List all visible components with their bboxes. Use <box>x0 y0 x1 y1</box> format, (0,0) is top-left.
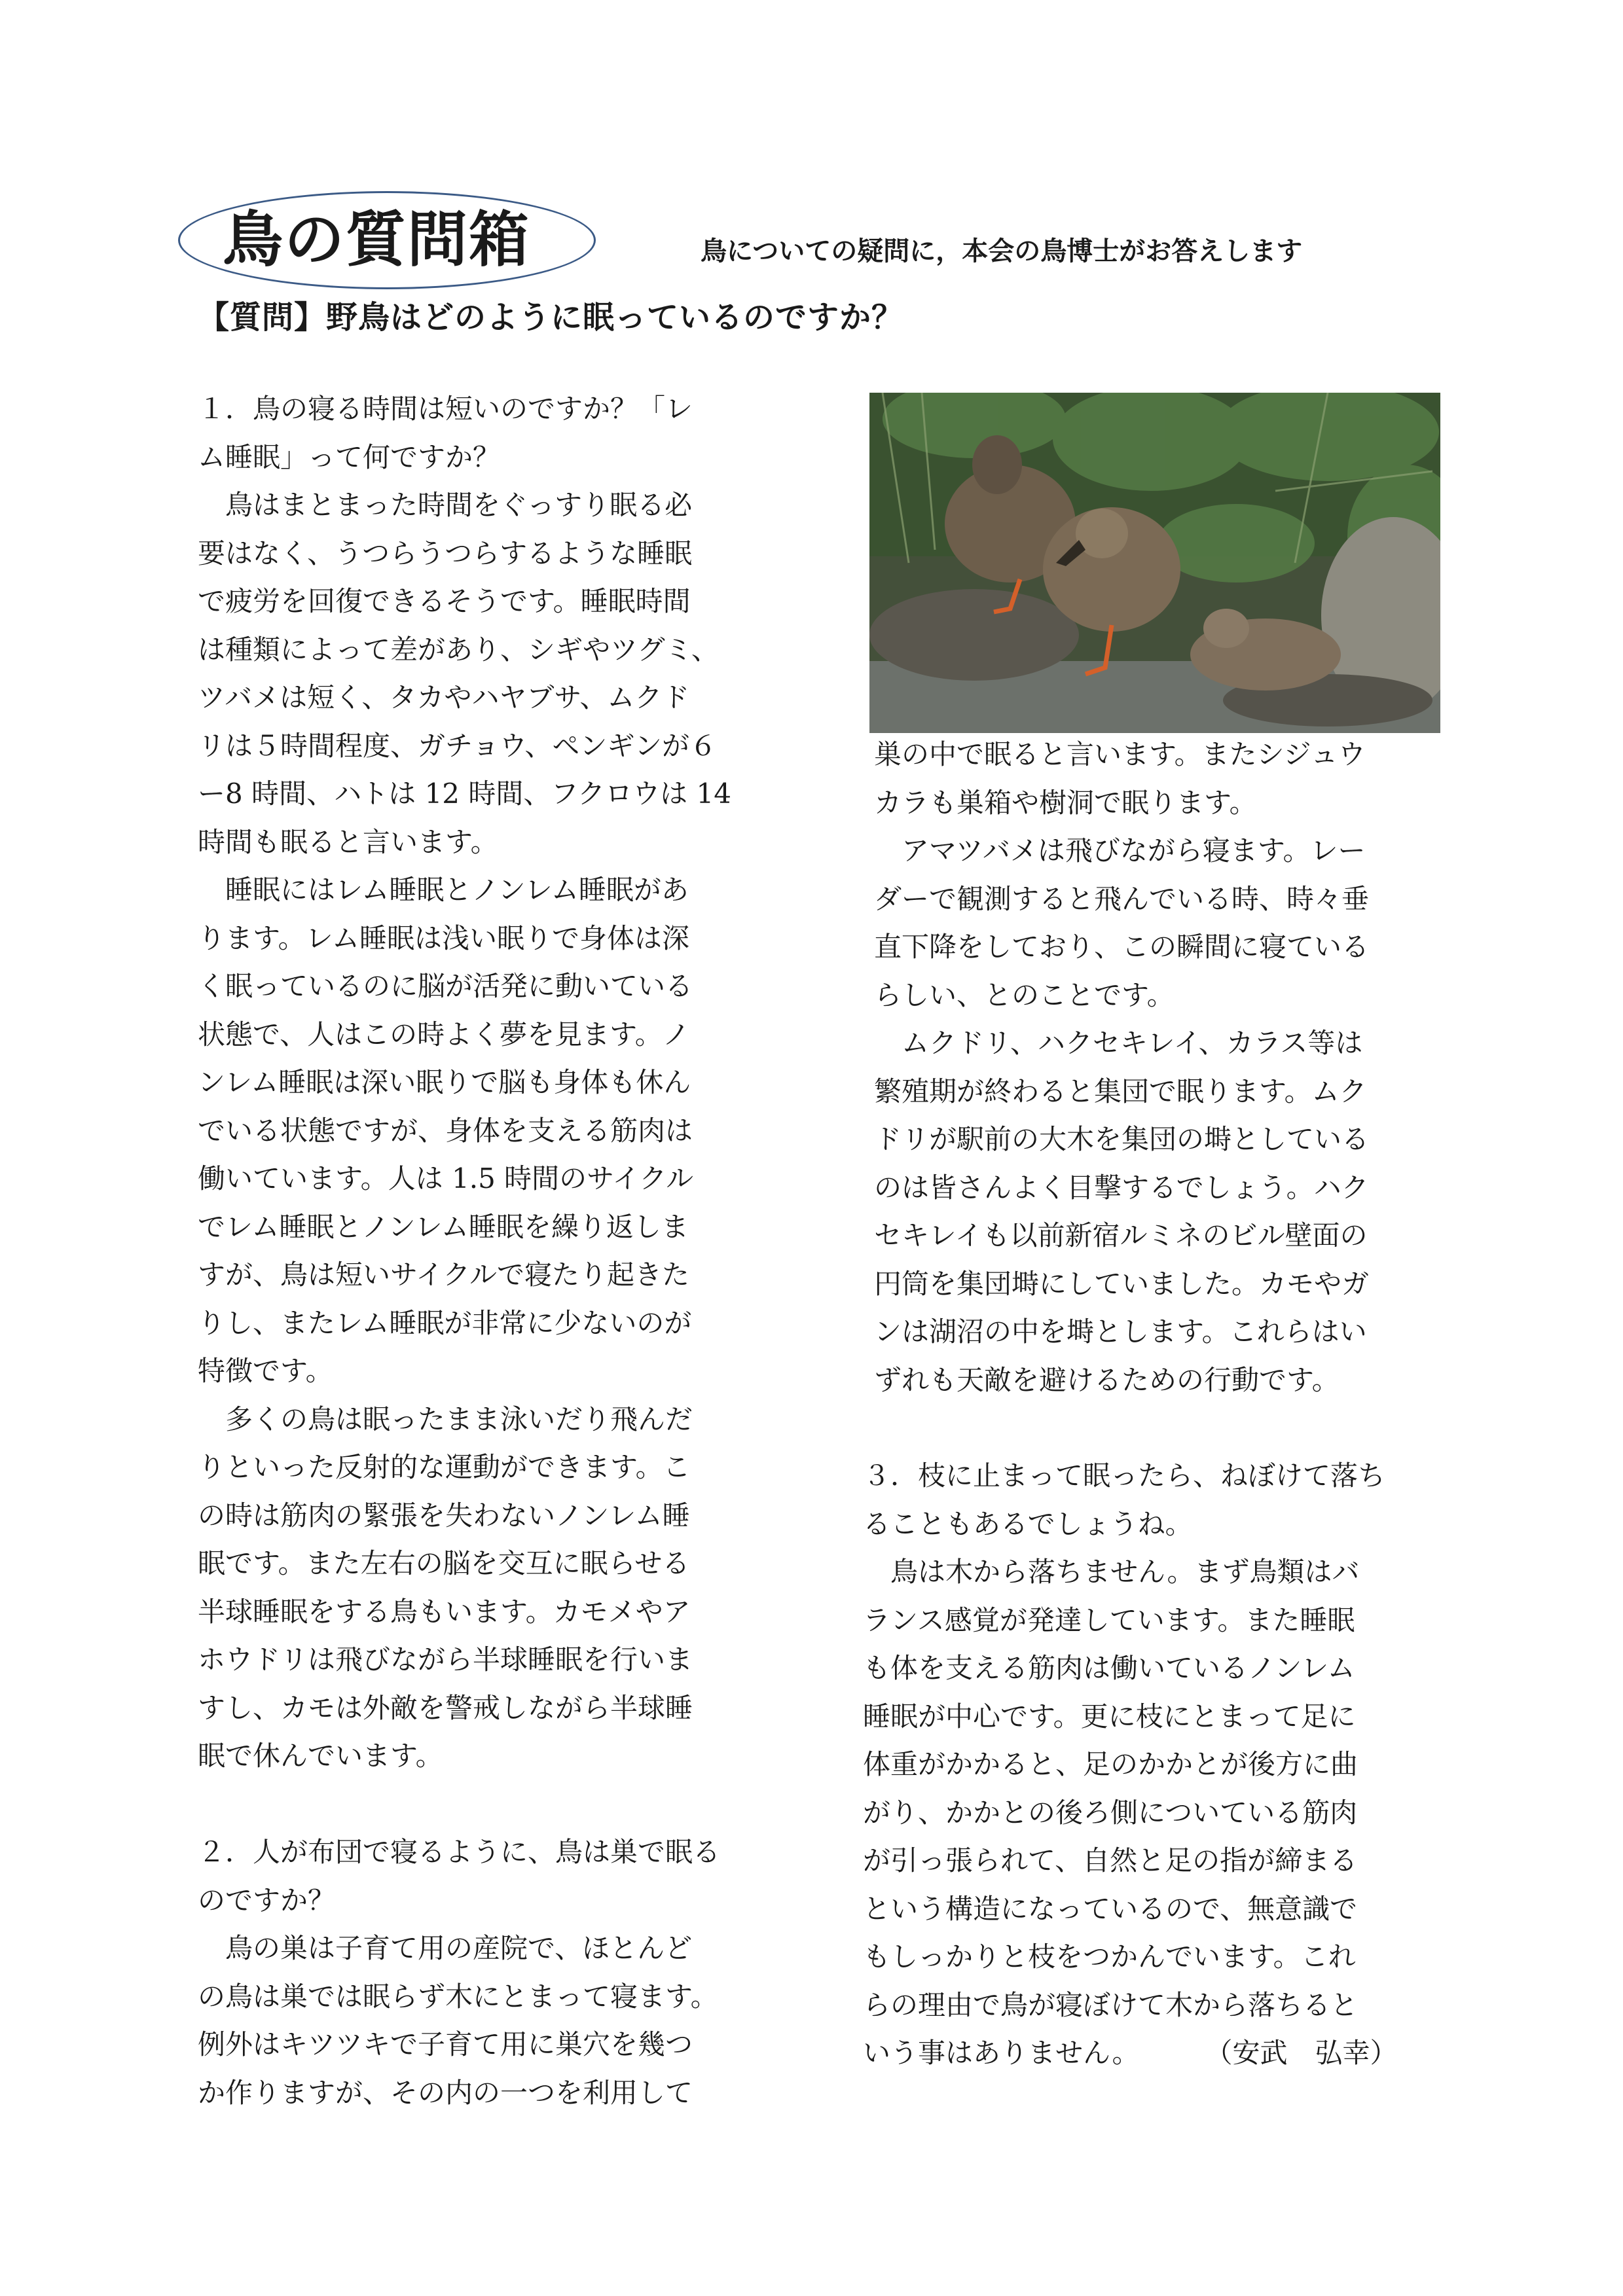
page-subtitle: 鳥についての疑問に，本会の鳥博士がお答えします <box>701 236 1303 266</box>
text-line: 働いています。人は 1.5 時間のサイクル <box>198 1162 694 1194</box>
author-name: （安武 弘幸） <box>1205 2037 1398 2069</box>
text-line: がり、かかとの後ろ側についている筋肉 <box>863 1796 1358 1829</box>
text-line-content: いう事はありません。 <box>863 2037 1140 2069</box>
text-line: ずれも天敵を避けるための行動です。 <box>874 1363 1340 1396</box>
text-line: 円筒を集団塒にしていました。カモやガ <box>874 1267 1370 1300</box>
text-line: 巣の中で眠ると言います。またシジュウ <box>874 738 1366 770</box>
text-line: ることもあるでしょうね。 <box>863 1507 1193 1540</box>
text-line: のですか？ <box>198 1884 336 1916</box>
text-line: 鳥はまとまった時間をぐっすり眠る必 <box>198 489 693 521</box>
text-line: で疲労を回復できるそうです。睡眠時間 <box>198 585 691 617</box>
text-line: 例外はキツツキで子育て用に巣穴を幾つ <box>198 2028 693 2060</box>
text-line: でレム睡眠とノンレム睡眠を繰り返しま <box>198 1210 689 1243</box>
text-line: という構造になっているので、無意識で <box>863 1892 1358 1925</box>
text-line: 時間も眠ると言います。 <box>198 825 498 858</box>
text-line: く眠っているのに脳が活発に動いている <box>198 970 693 1002</box>
text-line: ンは湖沼の中を塒とします。これらはい <box>874 1316 1367 1348</box>
text-line: ダーで観測すると飛んでいる時、時々垂 <box>874 882 1370 915</box>
text-line: ります。レム睡眠は浅い眠りで身体は深 <box>198 922 689 954</box>
text-line: 鳥は木から落ちません。まず鳥類はバ <box>863 1556 1360 1588</box>
text-line: ム睡眠」って何ですか？ <box>198 440 501 473</box>
right-column-bottom <box>863 1452 1444 2077</box>
duck-photo <box>869 393 1440 733</box>
text-line: 眠で休んでいます。 <box>198 1740 443 1772</box>
text-line: すし、カモは外敵を警戒しながら半球睡 <box>198 1691 693 1724</box>
paragraph-gap <box>198 1780 774 1829</box>
text-line: アマツバメは飛びながら寝ます。レー <box>874 834 1366 867</box>
text-line: 直下降をしており、この瞬間に寝ている <box>874 931 1370 963</box>
text-line: 半球睡眠をする鳥もいます。カモメやア <box>198 1595 691 1628</box>
text-line: すが、鳥は短いサイクルで寝たり起きた <box>198 1259 689 1291</box>
text-line: か作りますが、その内の一つを利用して <box>198 2076 693 2109</box>
text-line: 睡眠が中心です。更に枝にとまって足に <box>863 1700 1356 1732</box>
text-line: らしい、とのことです。 <box>874 978 1175 1011</box>
text-line: の鳥は巣では眠らず木にとまって寝ます。 <box>198 1980 718 2013</box>
text-line: も体を支える筋肉は働いているノンレム <box>863 1652 1355 1684</box>
text-line: カラも巣箱や樹洞で眠ります。 <box>874 786 1257 819</box>
text-line: ドリが駅前の大木を集団の塒としている <box>874 1123 1370 1155</box>
text-line: ホウドリは飛びながら半球睡眠を行いま <box>198 1643 693 1676</box>
text-line: １．鳥の寝る時間は短いのですか？「レ <box>198 393 693 425</box>
text-line: 特徴です。 <box>198 1355 333 1387</box>
text-line: セキレイも以前新宿ルミネのビル壁面の <box>874 1219 1368 1251</box>
text-line: 睡眠にはレム睡眠とノンレム睡眠があ <box>198 874 689 906</box>
question-heading: 【質問】野鳥はどのように眠っているのですか？ <box>198 299 904 336</box>
text-line: ー8 時間、ハトは 12 時間、フクロウは 14 <box>198 778 731 810</box>
left-column <box>198 385 774 2117</box>
text-line: りし、またレム睡眠が非常に少ないのが <box>198 1306 692 1339</box>
text-line: ２．人が布団で寝るように、鳥は巣で眠る <box>198 1836 721 1868</box>
text-line: 要はなく、うつらうつらするような睡眠 <box>198 537 693 569</box>
text-line: は種類によって差があり、シギやツグミ、 <box>198 633 719 666</box>
text-line: 鳥の巣は子育て用の産院で、ほとんど <box>198 1932 693 1964</box>
text-line: ３．枝に止まって眠ったら、ねぼけて落ち <box>863 1460 1386 1492</box>
duck-photo-icon <box>869 393 1440 733</box>
page-title: 鳥の質問箱 <box>223 205 531 275</box>
text-line: 体重がかかると、足のかかとが後方に曲 <box>863 1748 1359 1780</box>
text-line: りといった反射的な運動ができます。こ <box>198 1451 691 1483</box>
text-line: ムクドリ、ハクセキレイ、カラス等は <box>874 1027 1363 1059</box>
text-line: の時は筋肉の緊張を失わないノンレム睡 <box>198 1499 690 1532</box>
right-column-top <box>874 730 1444 1404</box>
text-line: リは５時間程度、ガチョウ、ペンギンが６ <box>198 729 717 762</box>
text-line: ランス感覚が発達しています。また睡眠 <box>863 1604 1355 1636</box>
text-line: 状態で、人はこの時よく夢を見ます。ノ <box>198 1018 690 1050</box>
text-line: でいる状態ですが、身体を支える筋肉は <box>198 1114 693 1147</box>
text-line: らの理由で鳥が寝ぼけて木から落ちると <box>863 1988 1359 2021</box>
text-line: ツバメは短く、タカやハヤブサ、ムクド <box>198 681 690 713</box>
text-line: のは皆さんよく目撃するでしょう。ハク <box>874 1171 1369 1204</box>
text-line: ンレム睡眠は深い眠りで脳も身体も休ん <box>198 1066 691 1098</box>
text-line <box>863 2029 1444 2077</box>
text-line: 多くの鳥は眠ったまま泳いだり飛んだ <box>198 1403 693 1435</box>
text-line: 繁殖期が終わると集団で眠ります。ムク <box>874 1075 1367 1107</box>
text-line: 眠です。また左右の脳を交互に眠らせる <box>198 1547 690 1579</box>
text-line: もしっかりと枝をつかんでいます。これ <box>863 1941 1356 1973</box>
text-line: が引っ張られて、自然と足の指が締まる <box>863 1844 1358 1876</box>
